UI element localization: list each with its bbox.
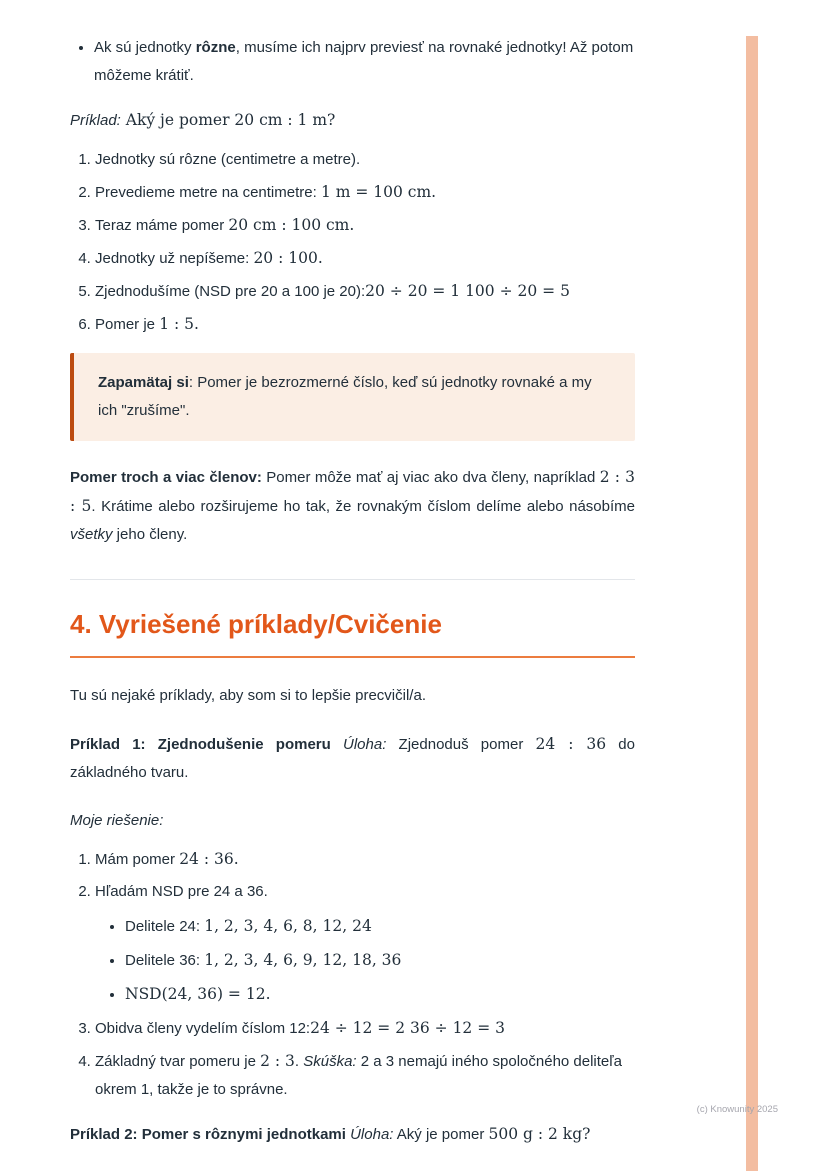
text-run: Zjednoduš pomer <box>386 736 536 753</box>
spacer-run <box>331 736 343 753</box>
conversion-steps-list <box>70 145 635 339</box>
example2-title: Príklad 2: Pomer s rôznymi jednotkami <box>70 1126 346 1143</box>
math-run: 1 m = 100 cm. <box>320 183 437 201</box>
text-run: Obidva členy vydelím číslom 12: <box>95 1020 311 1037</box>
bold-run: rôzne <box>195 39 236 56</box>
math-run: NSD(24, 36) = 12. <box>125 985 271 1003</box>
page-content <box>70 0 635 1149</box>
list-item <box>125 912 635 941</box>
remember-callout-box <box>70 353 635 441</box>
text-run: Delitele 24: <box>125 918 205 935</box>
callout-text <box>98 369 611 425</box>
section-heading: 4. Vyriešené príklady/Cvičenie <box>70 609 442 639</box>
text-run: Zjednodušíme (NSD pre 20 a 100 je 20): <box>95 283 366 300</box>
callout-title: Zapamätaj si <box>98 374 189 391</box>
example-label: Príklad: <box>70 112 121 129</box>
multi-member-paragraph <box>70 463 635 549</box>
solution-steps-list <box>70 845 635 1104</box>
heading-underline-rule <box>70 656 635 658</box>
check-label: Skúška: <box>303 1053 357 1070</box>
math-run: 20 ÷ 20 = 1 100 ÷ 20 = 5 <box>365 282 570 300</box>
text-run: : Pomer je bezrozmerné číslo, keď sú jednotky rovnaké a my ich "zrušíme". <box>98 374 592 419</box>
math-run: 1, 2, 3, 4, 6, 8, 12, 24 <box>204 917 372 935</box>
list-item <box>95 178 635 207</box>
list-item <box>95 277 635 306</box>
list-item <box>95 1014 635 1043</box>
text-run: Jednotky už nepíšeme: <box>95 250 254 267</box>
example2-title-paragraph <box>70 1120 635 1149</box>
text-run: jeho členy. <box>112 526 188 543</box>
section-intro-paragraph: Tu sú nejaké príklady, aby som si to lepšie precvičil/a. <box>70 687 426 704</box>
task-label: Úloha: <box>343 736 387 753</box>
example1-title: Príklad 1: Zjednodušenie pomeru <box>70 736 331 753</box>
math-run: 1 : 5. <box>159 315 199 333</box>
math-run: 1, 2, 3, 4, 6, 9, 12, 18, 36 <box>204 951 402 969</box>
math-run: 20 cm : 100 cm. <box>228 216 355 234</box>
italic-run: všetky <box>70 526 113 543</box>
text-run: Pomer je <box>95 316 160 333</box>
math-run: 24 : 36. <box>179 850 239 868</box>
text-run: , musíme ich najprv previesť na rovnaké jednotky! Až potom môžeme krátiť. <box>94 39 634 84</box>
text-run: Delitele 36: <box>125 952 205 969</box>
list-item <box>95 1047 635 1104</box>
text-run: Mám pomer <box>95 851 180 868</box>
divisors-list <box>95 912 635 1009</box>
text-run: Teraz máme pomer <box>95 217 229 234</box>
text-run: Aký je pomer <box>393 1126 489 1143</box>
text-run: Pomer môže mať aj viac ako dva členy, napríklad <box>261 469 600 486</box>
text-run: Prevedieme metre na centimetre: <box>95 184 321 201</box>
bullet-item <box>94 34 635 90</box>
text-run: . Krátime alebo rozširujeme ho tak, že rovnakým číslom delíme alebo násobíme <box>91 498 635 515</box>
list-item <box>95 845 635 874</box>
example1-title-paragraph <box>70 730 635 787</box>
math-run: 2 : 3 <box>260 1052 295 1070</box>
bold-run: Pomer troch a viac členov: <box>70 469 262 486</box>
list-item <box>95 878 635 1009</box>
math-run: 24 : 36 <box>535 735 607 753</box>
right-accent-stripe <box>746 36 758 1171</box>
math-run: 2 : 3 : 5 <box>70 468 635 515</box>
list-item <box>95 211 635 240</box>
intro-bullet-list <box>70 34 635 90</box>
example-intro-line <box>70 106 635 135</box>
solution-label: Moje riešenie: <box>70 812 164 829</box>
math-run: Aký je pomer 20 cm : 1 m? <box>120 111 336 129</box>
text-run: Ak sú jednotky <box>94 39 196 56</box>
task-label: Úloha: <box>350 1126 394 1143</box>
section-divider <box>70 579 635 580</box>
text-run: Základný tvar pomeru je <box>95 1053 261 1070</box>
copyright-notice: (c) Knowunity 2025 <box>696 1104 778 1115</box>
list-item <box>125 946 635 975</box>
math-run: 24 ÷ 12 = 2 36 ÷ 12 = 3 <box>310 1019 506 1037</box>
text-run: Jednotky sú rôzne (centimetre a metre). <box>95 151 361 168</box>
text-run: Hľadám NSD pre 24 a 36. <box>95 883 268 900</box>
list-item <box>95 244 635 273</box>
math-run: 20 : 100. <box>253 249 323 267</box>
list-item <box>95 310 635 339</box>
math-run: 500 g : 2 kg? <box>488 1125 591 1143</box>
list-item <box>125 980 635 1009</box>
text-run: 2 a 3 nemajú iného spoločného deliteľa okrem 1, takže je to správne. <box>95 1053 622 1098</box>
text-run: do základného tvaru. <box>70 736 635 781</box>
list-item <box>95 145 635 174</box>
text-run: . <box>294 1053 304 1070</box>
